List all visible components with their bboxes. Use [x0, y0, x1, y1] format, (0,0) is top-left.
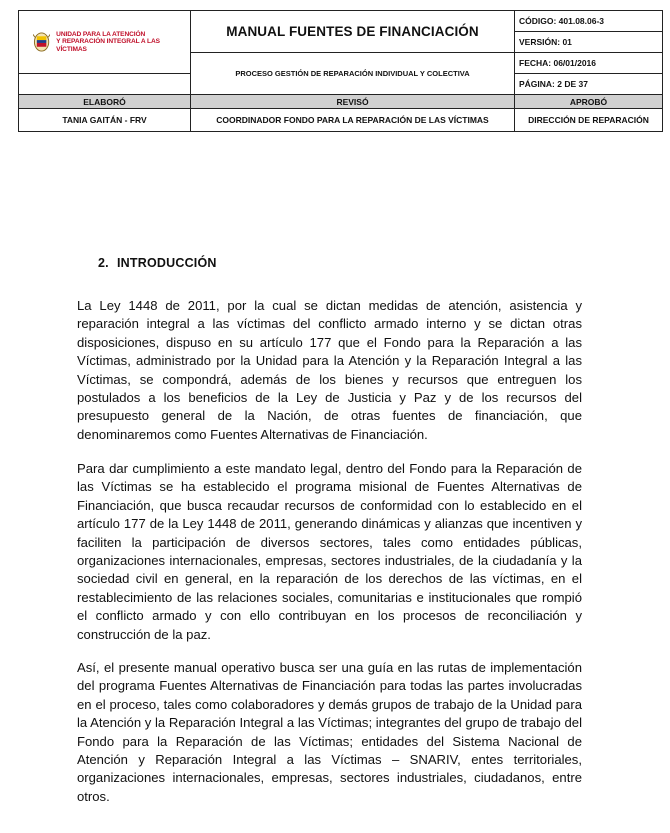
paragraph-2: Para dar cumplimiento a este mandato legal, dentro del Fondo para la Reparación de las Víctimas se ha establecido el programa misional de Fuentes Alternativas de Financiación, que busca recaudar recursos de conformidad con lo establecido en el artículo 177 de la Ley 1448 de 2011, generando dinámicas y alianzas que incentiven y faciliten la participación de diversos sectores, tales como entidades públicas, organizaciones internacionales, empresas, sectores industriales, de la ciudadanía y la sociedad civil en general, en la reparación de los derechos de las víctimas, en el restablecimiento de las relaciones sociales, comunitarias e institucionales que rompió el conflicto armado y con ello contribuyan en los procesos de reconciliación y construcción de la paz.	[77, 461, 582, 642]
document-date: FECHA: 06/01/2016	[515, 53, 663, 74]
paragraph-3: Así, el presente manual operativo busca ser una guía en las rutas de implementación del programa Fuentes Alternativas de Financiación para todas las partes involucradas en el proceso, tales como colaboradores y demás grupos de trabajo de la Unidad para la Atención y la Reparación Integral a las Víctimas; integrantes del grupo de trabajo del Fondo para la Reparación de las Víctimas; entidades del Sistema Nacional de Atención y Reparación Integral a las Víctimas – SNARIV, entes territoriales, organizaciones internacionales, empresas, sectores industriales, ciudadanos, entre otros.	[77, 660, 582, 804]
logo-line-2: Y REPARACIÓN INTEGRAL A LAS VÍCTIMAS	[56, 38, 160, 53]
unidad-victimas-logo	[23, 31, 186, 54]
logo-cell-bottom	[19, 74, 191, 95]
reviso-label: REVISÓ	[191, 95, 515, 109]
document-title: MANUAL FUENTES DE FINANCIACIÓN	[191, 11, 515, 53]
document-version: VERSIÓN: 01	[515, 32, 663, 53]
elaboro-name: TANIA GAITÁN - FRV	[19, 109, 191, 132]
aprobo-label: APROBÓ	[515, 95, 663, 109]
logo-text	[56, 31, 186, 54]
document-header-table	[18, 10, 663, 132]
section-heading	[98, 256, 217, 270]
elaboro-label: ELABORÓ	[19, 95, 191, 109]
logo-cell	[19, 11, 191, 74]
page-number: PÁGINA: 2 DE 37	[515, 74, 663, 95]
logo-line-1: UNIDAD PARA LA ATENCIÓN	[56, 30, 146, 38]
paragraph-1: La Ley 1448 de 2011, por la cual se dictan medidas de atención, asistencia y reparación integral a las víctimas del conflicto armado interno y se dictan otras disposiciones, dispuso en su artículo 177 que el Fondo para la Reparación a las Víctimas, administrado por la Unidad para la Atención y la Reparación Integral a las Víctimas, se compondrá, además de los bienes y recursos que entreguen los postulados a los beneficios de la Ley de Justicia y Paz y de los recursos del presupuesto general de la Nación, de otras fuentes de financiación, que denominaremos como Fuentes Alternativas de Financiación.	[77, 298, 582, 442]
section-number: 2.	[98, 256, 109, 270]
process-name: PROCESO GESTIÓN DE REPARACIÓN INDIVIDUAL Y COLECTIVA	[191, 53, 515, 95]
coat-of-arms-icon	[33, 31, 50, 53]
document-code: CÓDIGO: 401.08.06-3	[515, 11, 663, 32]
section-title: INTRODUCCIÓN	[117, 256, 217, 270]
reviso-name: COORDINADOR FONDO PARA LA REPARACIÓN DE LAS VÍCTIMAS	[191, 109, 515, 132]
aprobo-name: DIRECCIÓN DE REPARACIÓN	[515, 109, 663, 132]
